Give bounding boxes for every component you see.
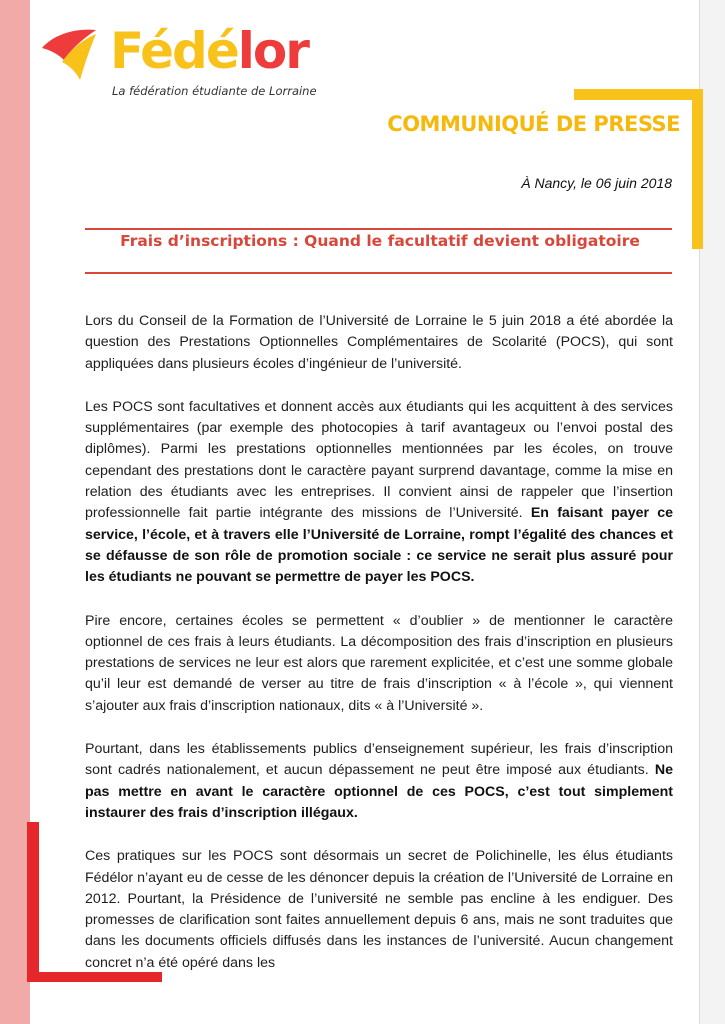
article-body [85,311,673,996]
bottom-red-bracket-vertical [27,822,39,982]
paragraph-2 [85,397,673,589]
paragraph-text: Pourtant, dans les établissements publics d’enseignement supérieur, les frais d’inscription sont cadrés nationalement, et aucun dépassement ne peut être imposé aux étudiants. [85,741,673,779]
right-margin-strip [700,0,725,1024]
top-yellow-bracket-vertical [692,89,703,249]
paragraph-3 [85,611,673,717]
left-decorative-band [0,0,30,1024]
paragraph-1 [85,311,673,375]
paragraph-4 [85,739,673,824]
headline-bottom-rule [85,272,672,274]
headline: Frais d’inscriptions : Quand le facultatif devient obligatoire [120,232,640,250]
logo-word-fede: Fédé [110,22,238,80]
press-release-title: COMMUNIQUÉ DE PRESSE [387,112,680,136]
logo-flame-icon [40,26,100,82]
logo-word-lor: lor [237,22,308,80]
bottom-red-bracket-horizontal [27,972,162,982]
release-date: À Nancy, le 06 juin 2018 [521,175,672,191]
logo-tagline: La fédération étudiante de Lorraine [112,84,317,98]
paragraph-5 [85,846,673,974]
headline-top-rule [85,228,672,230]
paragraph-text: Pire encore, certaines écoles se permettent « d’oublier » de mentionner le caractère optionnel de ces frais à leurs étudiants. La décomposition des frais d’inscription en plusieurs prestations de services ne leur est alors que rarement explicitée, et c’est une somme globale qu’il leur est demandé de verser au titre de frais d’inscription « à l’école », qui viennent s’ajouter aux frais d’inscription nationaux, dits « à l’Université ». [85,612,673,714]
paragraph-text: Ces pratiques sur les POCS sont désormais un secret de Polichinelle, les élus étudiants Fédélor n’ayant eu de cesse de les dénoncer depuis la création de l’Université de Lorraine en 2012. Pourtant, la Présidence de l’université ne semble pas encline à les endiguer. Des promesses de clarification sont faites annuellement depuis 6 ans, mais ne sont traduites que dans les documents officiels diffusés dans les instances de l’université. Aucun changement concret n’a été opéré dans les [85,848,673,971]
paragraph-text: Les POCS sont facultatives et donnent accès aux étudiants qui les acquittent à des services supplémentaires (par exemple des photocopies à tarif avantageux ou l’envoi postal des diplômes). Parmi les prestations optionnelles mentionnées par les écoles, on trouve cependant des prestations dont le caractère payant surprend davantage, comme la mise en relation des étudiants avec les entreprises. Il convient ainsi de rappeler que l’insertion professionnelle fait partie intégrante des missions de l’Université. [85,398,673,522]
paragraph-text: Lors du Conseil de la Formation de l’Université de Lorraine le 5 juin 2018 a été abordée la question des Prestations Optionnelles Complémentaires de Scolarité (POCS), qui sont appliquées dans plusieurs écoles d’ingénieur de l’université. [85,313,673,372]
paragraph-bold: En faisant payer ce service, l’école, et à travers elle l’Université de Lorraine, rompt l’égalité des chances et se défausse de son rôle de promotion sociale : ce service ne serait plus assuré pour les étudiants ne pouvant se permettre de payer les POCS. [85,505,673,586]
logo-wordmark [110,22,308,80]
top-yellow-bracket-horizontal [574,89,703,100]
fedelor-logo [40,20,330,105]
paragraph-bold: Ne pas mettre en avant le caractère optionnel de ces POCS, c’est tout simplement instaurer des frais d’inscription illégaux. [85,762,673,821]
